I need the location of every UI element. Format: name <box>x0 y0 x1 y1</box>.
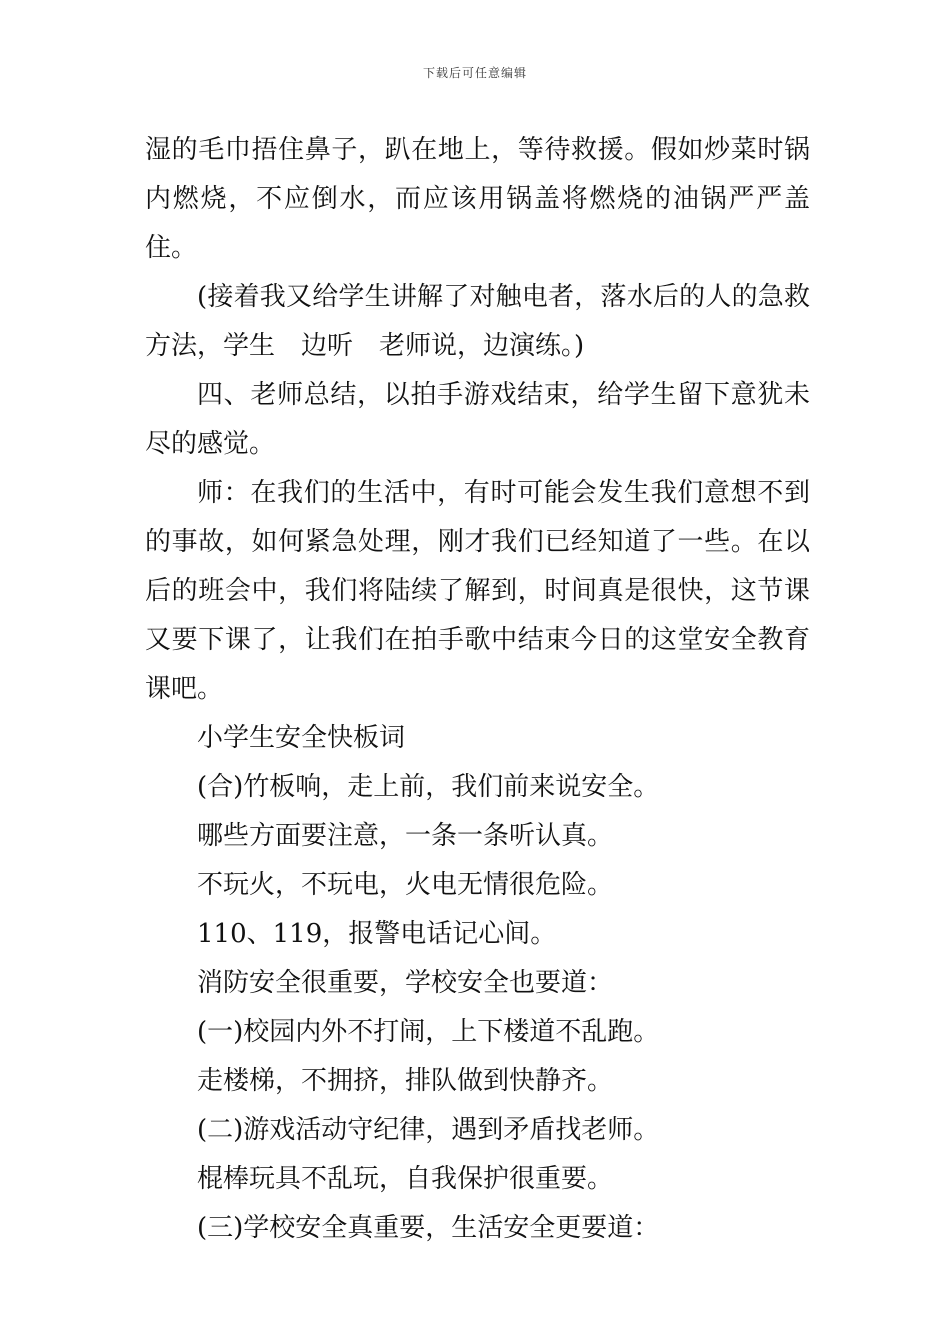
verse-line: 哪些方面要注意，一条一条听认真。 <box>197 821 614 851</box>
paragraph-2: (接着我又给学生讲解了对触电者，落水后的人的急救方法，学生 边听 老师说，边演练。) <box>145 282 810 361</box>
verse-title: 小学生安全快板词 <box>197 723 406 753</box>
verse-line: 消防安全很重要，学校安全也要道： <box>197 968 614 998</box>
verse-line: (三)学校安全真重要，生活安全更要道： <box>197 1213 660 1243</box>
paragraph-3: 四、老师总结，以拍手游戏结束，给学生留下意犹未尽的感觉。 <box>145 380 810 459</box>
verse-line: (二)游戏活动守纪律，遇到矛盾找老师。 <box>197 1115 660 1145</box>
verse-line: 走楼梯，不拥挤，排队做到快静齐。 <box>197 1066 614 1096</box>
page-header: 下载后可任意编辑 <box>422 66 527 80</box>
verse-line: 不玩火，不玩电，火电无情很危险。 <box>197 870 614 900</box>
document-body <box>145 126 810 1253</box>
paragraph-4: 师：在我们的生活中，有时可能会发生我们意想不到的事故，如何紧急处理，刚才我们已经知道了一些。在以后的班会中，我们将陆续了解到，时间真是很快，这节课又要下课了，让我们在拍手歌中结束今日的这堂安全教育课吧。 <box>145 478 810 704</box>
verse-line: 棍棒玩具不乱玩，自我保护很重要。 <box>197 1164 614 1194</box>
verse-line: 110、119，报警电话记心间。 <box>197 919 557 949</box>
paragraph-1: 湿的毛巾捂住鼻子，趴在地上，等待救援。假如炒菜时锅内燃烧，不应倒水，而应该用锅盖将燃烧的油锅严严盖住。 <box>145 135 810 263</box>
verse-line: (一)校园内外不打闹，上下楼道不乱跑。 <box>197 1017 660 1047</box>
verse-line: (合)竹板响，走上前，我们前来说安全。 <box>197 772 660 802</box>
